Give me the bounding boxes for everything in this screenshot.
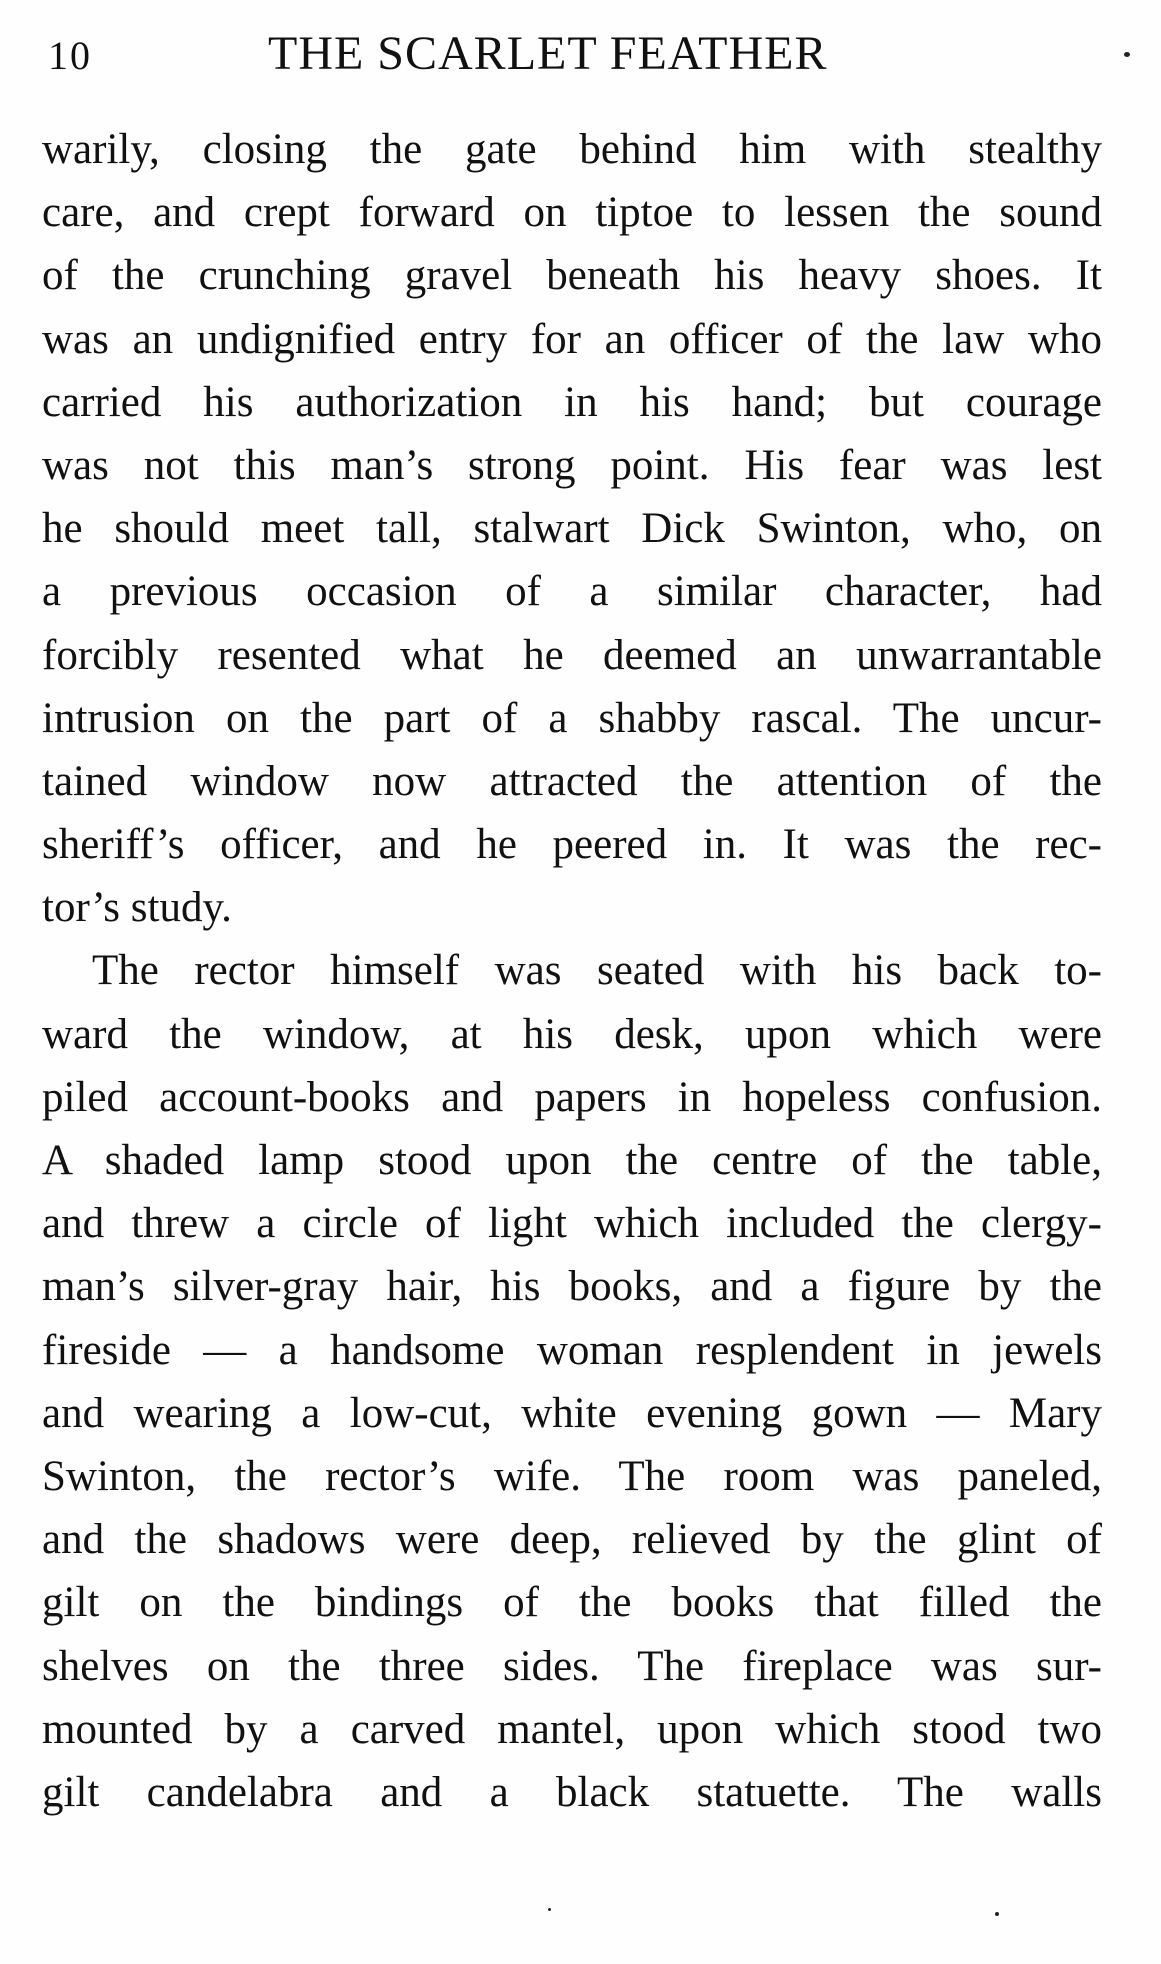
text-line: mounted by a carved mantel, upon which stood two [42, 1705, 1102, 1753]
text-line: tained window now attracted the attention of the [42, 757, 1102, 805]
text-line: The rector himself was seated with his back to- [92, 947, 1102, 995]
text-line: he should meet tall, stalwart Dick Swinton, who, on [42, 505, 1102, 553]
text-line: was an undignified entry for an officer of the law who [42, 315, 1102, 363]
text-line: sheriff’s officer, and he peered in. It was the rec- [42, 821, 1102, 869]
text-line: Swinton, the rector’s wife. The room was paneled, [42, 1452, 1102, 1500]
scan-speck [548, 1908, 551, 1911]
text-line: care, and crept forward on tiptoe to lessen the sound [42, 189, 1102, 237]
text-line: tor’s study. [42, 884, 232, 932]
text-line: fireside — a handsome woman resplendent in jewels [42, 1326, 1102, 1374]
text-line: of the crunching gravel beneath his heavy shoes. It [42, 252, 1102, 300]
page-number: 10 [48, 33, 92, 78]
text-line: man’s silver-gray hair, his books, and a figure by the [42, 1263, 1102, 1311]
text-line: and threw a circle of light which included the clergy- [42, 1200, 1102, 1248]
text-line: intrusion on the part of a shabby rascal. The uncur- [42, 694, 1102, 742]
text-line: carried his authorization in his hand; but courage [42, 378, 1102, 426]
scan-speck [1124, 52, 1130, 57]
body-text [42, 118, 1102, 1824]
text-line: a previous occasion of a similar character, had [42, 568, 1102, 616]
text-line: was not this man’s strong point. His fear was lest [42, 441, 1102, 489]
scan-speck [995, 1912, 999, 1916]
text-line: ward the window, at his desk, upon which were [42, 1010, 1102, 1058]
running-title: THE SCARLET FEATHER [268, 27, 828, 80]
text-line: piled account-books and papers in hopeless confusion. [42, 1073, 1102, 1121]
text-line: warily, closing the gate behind him with stealthy [42, 126, 1102, 173]
text-line: gilt candelabra and a black statuette. The walls [42, 1768, 1102, 1816]
text-line: forcibly resented what he deemed an unwarrantable [42, 631, 1102, 679]
text-line: and the shadows were deep, relieved by the glint of [42, 1516, 1102, 1564]
paragraph [42, 118, 1102, 939]
text-line: gilt on the bindings of the books that filled the [42, 1579, 1102, 1627]
page-header [48, 22, 1118, 92]
text-line: A shaded lamp stood upon the centre of the table, [42, 1137, 1102, 1184]
text-line: shelves on the three sides. The fireplace was sur- [42, 1642, 1102, 1690]
text-line: and wearing a low-cut, white evening gown — Mary [42, 1389, 1102, 1437]
paragraph [42, 939, 1102, 1824]
